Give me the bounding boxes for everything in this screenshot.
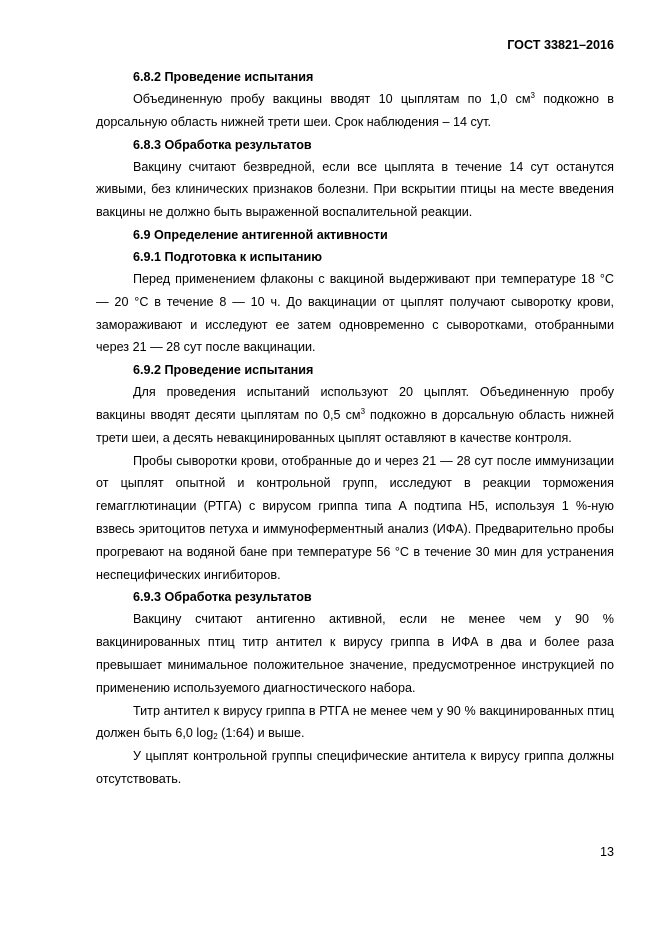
paragraph-6-8-3: Вакцину считают безвредной, если все цыплята в течение 14 сут останутся живыми, без клинических признаков болезни. При вскрытии птицы на месте введения вакцины не должно быть выраженной воспалительной реакции. xyxy=(96,159,614,220)
paragraph-6-9-2-b: Пробы сыворотки крови, отобранные до и через 21 — 28 сут после иммунизации от цыплят опытной и контрольной групп, исследуют в реакции торможения гемагглютинации (РТГА) с вирусом гриппа типа А подтипа H5, используя 1 %-ную взвесь эритоцитов петуха и иммуноферментный анализ (ИФА). Предварительно пробы прогревают на водяной бане при температуре 56 °С в течение 30 мин для устранения неспецифических ингибиторов. xyxy=(96,453,614,582)
section-heading-6-8-3: 6.8.3 Обработка результатов xyxy=(133,137,312,152)
document-body xyxy=(96,66,614,791)
section-heading-6-8-2: 6.8.2 Проведение испытания xyxy=(133,70,314,84)
paragraph-6-9-3-c: У цыплят контрольной группы специфические антитела к вирусу гриппа должны отсутствовать. xyxy=(96,749,614,786)
section-heading-6-9: 6.9 Определение антигенной активности xyxy=(133,227,388,242)
page-number: 13 xyxy=(599,845,614,859)
paragraph-6-9-3-a: Вакцину считают антигенно активной, если не менее чем у 90 % вакцинированных птиц титр антител к вирусу гриппа в ИФА в два и более раза превышает минимальное положительное значение, предусмотренное инструкцией по применению используемого диагностического набора. xyxy=(96,612,614,695)
paragraph-6-9-2-a: Для проведения испытаний используют 20 цыплят. Объединенную пробу вакцины вводят десяти цыплятам по 0,5 $см^3$ подкожно в дорсальную область нижней трети шеи, а десять невакцинированных цыплят оставляют в качестве контроля. xyxy=(96,385,615,445)
section-heading-6-9-1: 6.9.1 Подготовка к испытанию xyxy=(133,249,322,264)
section-heading-6-9-2: 6.9.2 Проведение испытания xyxy=(133,363,314,378)
section-heading-6-9-3: 6.9.3 Обработка результатов xyxy=(133,590,312,605)
paragraph-6-9-3-b: Титр антител к вирусу гриппа в РТГА не менее чем у 90 % вакцинированных птиц должен быть 6,0 $\log_2$ (1:64) и выше. xyxy=(96,703,614,742)
paragraph-6-8-2: Объединенную пробу вакцины вводят 10 цыплятам по 1,0 $см^3$ подкожно в дорсальную область нижней трети шеи. Срок наблюдения – 14 сут. xyxy=(96,91,615,129)
paragraph-6-9-1: Перед применением флаконы с вакциной выдерживают при температуре 18 °С — 20 °С в течение 8 — 10 ч. До вакцинации от цыплят получают сыворотку крови, замораживают и исследуют ее затем одновременно с сыворотками, отобранными через 21 — 28 сут после вакцинации. xyxy=(96,271,614,355)
standard-designation: ГОСТ 33821–2016 xyxy=(507,38,614,52)
